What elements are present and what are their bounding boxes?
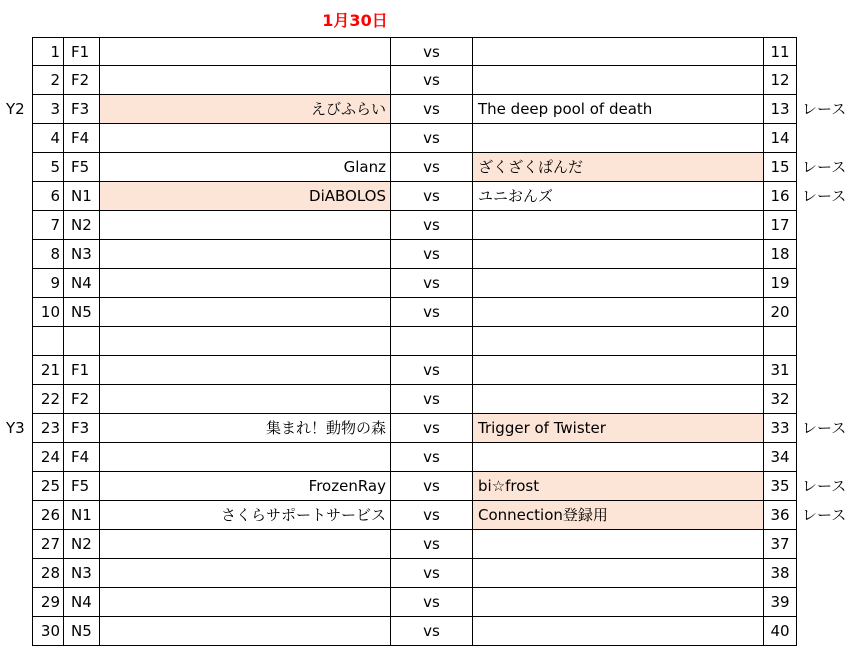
- match-number-right-cell[interactable]: 33: [764, 414, 797, 443]
- class-cell[interactable]: F5: [64, 153, 100, 182]
- table-row: [0, 37, 860, 66]
- vs-cell[interactable]: vs: [391, 240, 473, 269]
- match-number-cell[interactable]: 29: [32, 588, 64, 617]
- match-number-cell[interactable]: 9: [32, 269, 64, 298]
- table-row: [0, 617, 860, 646]
- away-team-cell[interactable]: [473, 443, 764, 472]
- group-label[interactable]: [0, 356, 32, 385]
- match-number-right-cell[interactable]: 32: [764, 385, 797, 414]
- match-number-right-cell[interactable]: 15: [764, 153, 797, 182]
- away-team-cell[interactable]: [473, 124, 764, 153]
- note-cell[interactable]: [797, 240, 860, 269]
- note-cell[interactable]: [797, 269, 860, 298]
- match-number-right-cell[interactable]: 35: [764, 472, 797, 501]
- away-team-cell[interactable]: [473, 559, 764, 588]
- home-team-cell[interactable]: [100, 124, 391, 153]
- vs-cell[interactable]: vs: [391, 211, 473, 240]
- away-team-cell[interactable]: ざくざくぱんだ: [473, 153, 764, 182]
- group-label[interactable]: [0, 443, 32, 472]
- match-number-right-cell[interactable]: 39: [764, 588, 797, 617]
- class-cell[interactable]: F1: [64, 356, 100, 385]
- vs-cell[interactable]: vs: [391, 66, 473, 95]
- vs-cell[interactable]: vs: [391, 472, 473, 501]
- home-team-cell[interactable]: さくらサポートサービス: [100, 501, 391, 530]
- class-cell[interactable]: F2: [64, 66, 100, 95]
- vs-cell[interactable]: vs: [391, 559, 473, 588]
- note-cell[interactable]: [797, 124, 860, 153]
- home-team-cell[interactable]: [100, 37, 391, 66]
- class-cell[interactable]: F2: [64, 385, 100, 414]
- match-number-right-cell[interactable]: 13: [764, 95, 797, 124]
- away-team-cell[interactable]: [473, 588, 764, 617]
- note-cell[interactable]: レース: [802, 477, 847, 495]
- away-team-cell[interactable]: [473, 298, 764, 327]
- class-cell[interactable]: F4: [64, 124, 100, 153]
- group-label[interactable]: [0, 617, 32, 646]
- match-number-cell[interactable]: 26: [32, 501, 64, 530]
- match-number-cell[interactable]: 28: [32, 559, 64, 588]
- vs-cell[interactable]: vs: [391, 356, 473, 385]
- home-team-cell[interactable]: [100, 240, 391, 269]
- class-cell[interactable]: N3: [64, 559, 100, 588]
- match-number-right-cell[interactable]: 38: [764, 559, 797, 588]
- home-team-cell[interactable]: FrozenRay: [100, 472, 391, 501]
- vs-cell[interactable]: vs: [391, 385, 473, 414]
- note-cell[interactable]: [797, 559, 860, 588]
- vs-cell[interactable]: vs: [391, 501, 473, 530]
- match-number-right-cell[interactable]: 16: [764, 182, 797, 211]
- class-cell[interactable]: N5: [64, 298, 100, 327]
- home-team-cell[interactable]: [100, 588, 391, 617]
- table-row: [0, 472, 860, 501]
- group-label[interactable]: [0, 501, 32, 530]
- home-team-cell[interactable]: [100, 617, 391, 646]
- note-cell[interactable]: [797, 530, 860, 559]
- note-cell[interactable]: [797, 211, 860, 240]
- group-label[interactable]: [0, 240, 32, 269]
- vs-cell[interactable]: vs: [391, 414, 473, 443]
- home-team-cell[interactable]: [100, 211, 391, 240]
- table-row: [0, 240, 860, 269]
- class-cell[interactable]: N4: [64, 588, 100, 617]
- note-cell[interactable]: レース: [802, 506, 847, 524]
- group-label[interactable]: [0, 298, 32, 327]
- table-row: [0, 385, 860, 414]
- match-number-cell[interactable]: 8: [32, 240, 64, 269]
- away-team-cell[interactable]: The deep pool of death: [473, 95, 764, 124]
- away-team-cell[interactable]: [473, 66, 764, 95]
- group-label[interactable]: Y2: [6, 100, 25, 118]
- table-row: [0, 298, 860, 327]
- class-cell[interactable]: [64, 327, 100, 356]
- vs-cell[interactable]: vs: [391, 153, 473, 182]
- away-team-cell[interactable]: [473, 37, 764, 66]
- note-cell[interactable]: [797, 298, 860, 327]
- note-cell[interactable]: [797, 443, 860, 472]
- table-row: [0, 66, 860, 95]
- home-team-cell[interactable]: 集まれ！動物の森: [100, 414, 391, 443]
- table-row: [0, 356, 860, 385]
- away-team-cell[interactable]: Trigger of Twister: [473, 414, 764, 443]
- match-number-cell[interactable]: 1: [32, 37, 64, 66]
- vs-cell[interactable]: vs: [391, 269, 473, 298]
- class-cell[interactable]: F3: [64, 95, 100, 124]
- vs-cell[interactable]: vs: [391, 588, 473, 617]
- match-number-cell[interactable]: 21: [32, 356, 64, 385]
- match-number-right-cell[interactable]: 17: [764, 211, 797, 240]
- match-number-cell[interactable]: 7: [32, 211, 64, 240]
- class-cell[interactable]: F5: [64, 472, 100, 501]
- match-number-cell[interactable]: 6: [32, 182, 64, 211]
- home-team-cell[interactable]: [100, 298, 391, 327]
- group-label[interactable]: [0, 269, 32, 298]
- vs-cell[interactable]: vs: [391, 124, 473, 153]
- class-cell[interactable]: F3: [64, 414, 100, 443]
- match-number-cell[interactable]: 22: [32, 385, 64, 414]
- table-row: [0, 182, 860, 211]
- class-cell[interactable]: N1: [64, 182, 100, 211]
- group-label[interactable]: [0, 211, 32, 240]
- page-title: 1月30日: [322, 11, 388, 30]
- match-number-right-cell[interactable]: 34: [764, 443, 797, 472]
- note-cell[interactable]: レース: [802, 419, 847, 437]
- match-number-right-cell[interactable]: 31: [764, 356, 797, 385]
- match-number-cell[interactable]: 5: [32, 153, 64, 182]
- match-number-right-cell[interactable]: 11: [764, 37, 797, 66]
- class-cell[interactable]: N4: [64, 269, 100, 298]
- away-team-cell[interactable]: [473, 327, 764, 356]
- match-number-cell[interactable]: 4: [32, 124, 64, 153]
- match-number-cell[interactable]: 3: [32, 95, 64, 124]
- note-cell[interactable]: レース: [802, 187, 847, 205]
- class-cell[interactable]: N1: [64, 501, 100, 530]
- match-number-cell[interactable]: 10: [32, 298, 64, 327]
- match-number-cell[interactable]: 2: [32, 66, 64, 95]
- vs-cell[interactable]: vs: [391, 617, 473, 646]
- group-label[interactable]: [0, 124, 32, 153]
- vs-cell[interactable]: vs: [391, 298, 473, 327]
- table-row: [0, 124, 860, 153]
- vs-cell[interactable]: vs: [391, 530, 473, 559]
- vs-cell[interactable]: vs: [391, 95, 473, 124]
- match-number-right-cell[interactable]: 40: [764, 617, 797, 646]
- home-team-cell[interactable]: [100, 66, 391, 95]
- match-number-right-cell[interactable]: 20: [764, 298, 797, 327]
- match-number-right-cell[interactable]: 12: [764, 66, 797, 95]
- group-label[interactable]: [0, 588, 32, 617]
- table-row: [0, 530, 860, 559]
- match-number-right-cell[interactable]: 37: [764, 530, 797, 559]
- home-team-cell[interactable]: Glanz: [100, 153, 391, 182]
- table-row: [0, 95, 860, 124]
- class-cell[interactable]: N2: [64, 211, 100, 240]
- away-team-cell[interactable]: [473, 240, 764, 269]
- match-number-cell[interactable]: 25: [32, 472, 64, 501]
- away-team-cell[interactable]: [473, 211, 764, 240]
- match-number-cell[interactable]: [32, 327, 64, 356]
- class-cell[interactable]: N2: [64, 530, 100, 559]
- match-number-right-cell[interactable]: 36: [764, 501, 797, 530]
- table-row: [0, 414, 860, 443]
- group-label[interactable]: [0, 385, 32, 414]
- group-label[interactable]: [0, 66, 32, 95]
- home-team-cell[interactable]: [100, 356, 391, 385]
- vs-cell[interactable]: [391, 327, 473, 356]
- group-label[interactable]: [0, 37, 32, 66]
- note-cell[interactable]: レース: [802, 158, 847, 176]
- note-cell[interactable]: [797, 37, 860, 66]
- home-team-cell[interactable]: [100, 559, 391, 588]
- note-cell[interactable]: [797, 385, 860, 414]
- class-cell[interactable]: N3: [64, 240, 100, 269]
- home-team-cell[interactable]: えびふらい: [100, 95, 391, 124]
- table-row: [0, 443, 860, 472]
- table-row: [0, 269, 860, 298]
- note-cell[interactable]: [797, 66, 860, 95]
- group-label[interactable]: [0, 559, 32, 588]
- away-team-cell[interactable]: bi☆frost: [473, 472, 764, 501]
- note-cell[interactable]: レース: [802, 100, 847, 118]
- vs-cell[interactable]: vs: [391, 182, 473, 211]
- table-row: [0, 211, 860, 240]
- home-team-cell[interactable]: [100, 385, 391, 414]
- home-team-cell[interactable]: [100, 530, 391, 559]
- match-number-cell[interactable]: 27: [32, 530, 64, 559]
- group-label[interactable]: [0, 472, 32, 501]
- match-number-cell[interactable]: 30: [32, 617, 64, 646]
- home-team-cell[interactable]: [100, 443, 391, 472]
- class-cell[interactable]: F4: [64, 443, 100, 472]
- spacer-row: [0, 327, 860, 356]
- group-label[interactable]: [0, 153, 32, 182]
- away-team-cell[interactable]: [473, 356, 764, 385]
- match-number-right-cell[interactable]: 19: [764, 269, 797, 298]
- table-row: [0, 559, 860, 588]
- match-number-right-cell[interactable]: 18: [764, 240, 797, 269]
- match-number-cell[interactable]: 24: [32, 443, 64, 472]
- group-label[interactable]: [0, 530, 32, 559]
- away-team-cell[interactable]: [473, 385, 764, 414]
- away-team-cell[interactable]: Connection登録用: [473, 501, 764, 530]
- match-number-right-cell[interactable]: [764, 327, 797, 356]
- home-team-cell[interactable]: [100, 269, 391, 298]
- group-label[interactable]: [0, 182, 32, 211]
- table-row: [0, 153, 860, 182]
- away-team-cell[interactable]: [473, 530, 764, 559]
- note-cell[interactable]: [797, 588, 860, 617]
- away-team-cell[interactable]: ユニおんズ: [473, 182, 764, 211]
- away-team-cell[interactable]: [473, 269, 764, 298]
- table-row: [0, 501, 860, 530]
- home-team-cell[interactable]: [100, 327, 391, 356]
- away-team-cell[interactable]: [473, 617, 764, 646]
- table-row: [0, 588, 860, 617]
- vs-cell[interactable]: vs: [391, 443, 473, 472]
- note-cell[interactable]: [797, 617, 860, 646]
- note-cell[interactable]: [797, 356, 860, 385]
- match-number-right-cell[interactable]: 14: [764, 124, 797, 153]
- home-team-cell[interactable]: DiABOLOS: [100, 182, 391, 211]
- vs-cell[interactable]: vs: [391, 37, 473, 66]
- group-label[interactable]: Y3: [6, 419, 25, 437]
- class-cell[interactable]: N5: [64, 617, 100, 646]
- class-cell[interactable]: F1: [64, 37, 100, 66]
- match-number-cell[interactable]: 23: [32, 414, 64, 443]
